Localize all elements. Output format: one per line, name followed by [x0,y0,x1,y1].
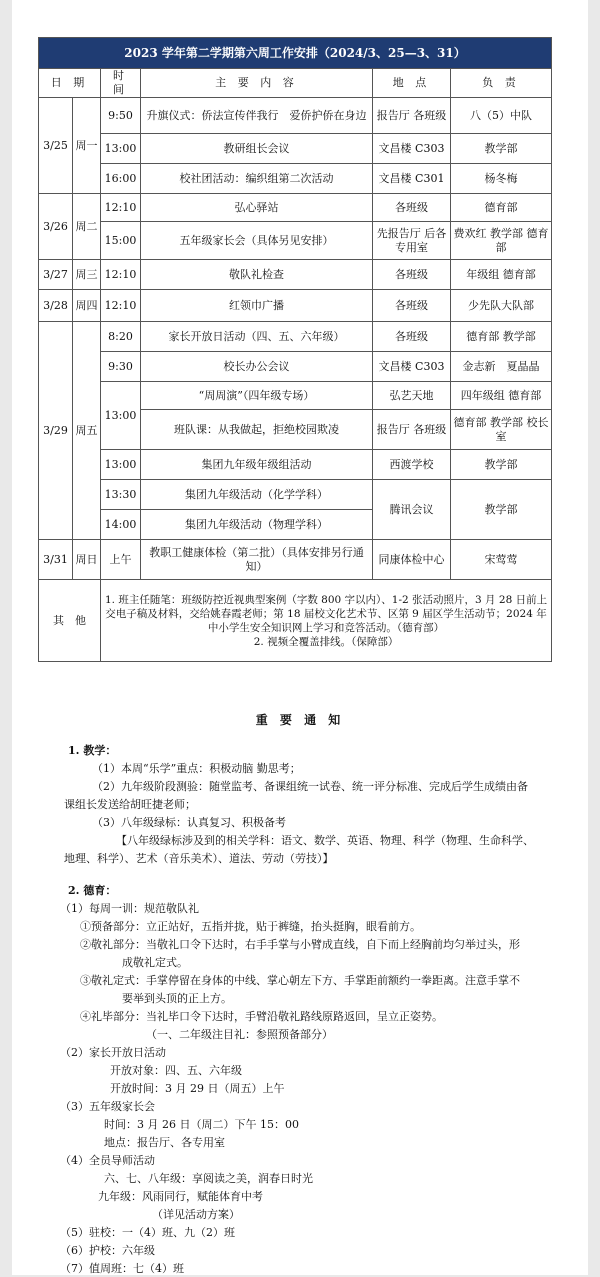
owner-cell: 德育部 教学部 [451,322,552,352]
notice-line: （一、二年级注目礼：参照预备部分） [146,1028,333,1041]
notice-line: （1）本周“乐学”重点：积极动脑 勤思考； [92,762,301,775]
content-cell: 集团九年级年级组活动 [141,450,373,480]
notice-line: （1）每周一训：规范敬队礼 [60,902,199,915]
time-cell: 13:00 [101,382,141,450]
time-cell: 9:30 [101,352,141,382]
notice-line: （6）护校：六年级 [60,1244,155,1257]
other-notes [101,580,552,662]
weekday-cell: 周二 [73,194,101,260]
time-cell: 13:00 [101,450,141,480]
header-place: 地 点 [373,69,451,98]
time-cell: 13:30 [101,480,141,510]
owner-cell: 八（5）中队 [451,98,552,134]
content-cell: 红领巾广播 [141,290,373,322]
notice-line: 1. 教学： [68,744,117,757]
notice-line: 【八年级绿标涉及到的相关学科：语文、数学、英语、物理、科学（物理、生命科学、 [116,834,534,847]
header-time: 时 间 [101,69,141,98]
notice-line: （5）驻校：一（4）班、九（2）班 [60,1226,235,1239]
content-cell: “周周演”（四年级专场） [141,382,373,410]
content-cell: 教职工健康体检（第二批）（具体安排另行通知） [141,540,373,580]
content-cell: 家长开放日活动（四、五、六年级） [141,322,373,352]
notice-line: （3）八年级绿标：认真复习、积极备考 [92,816,286,829]
place-cell: 文昌楼 C303 [373,352,451,382]
time-cell: 14:00 [101,510,141,540]
content-cell: 校社团活动：编织组第二次活动 [141,164,373,194]
content-cell: 集团九年级活动（物理学科） [141,510,373,540]
date-cell: 3/28 [39,290,73,322]
notice-line: 2. 德育： [68,884,117,897]
content-cell: 升旗仪式：侨法宣传伴我行 爱侨护侨在身边 [141,98,373,134]
weekday-cell: 周五 [73,322,101,540]
notice-title: 重 要 通 知 [255,713,345,727]
owner-cell: 费欢红 教学部 德育部 [451,222,552,260]
header-date: 日 期 [39,69,101,98]
notice-line: 九年级：风雨同行，赋能体育中考 [98,1190,263,1203]
notice-line: （4）全员导师活动 [60,1154,155,1167]
content-cell: 校长办公会议 [141,352,373,382]
notice-line: （3）五年级家长会 [60,1100,155,1113]
place-cell: 西渡学校 [373,450,451,480]
header-owner: 负 责 [451,69,552,98]
date-cell: 3/27 [39,260,73,290]
place-cell: 文昌楼 C303 [373,134,451,164]
place-cell: 各班级 [373,290,451,322]
notice-line: 开放时间：3 月 29 日（周五）上午 [110,1082,285,1095]
notice-line: ③敬礼定式：手掌停留在身体的中线、掌心朝左下方、手掌距前额约一拳距离。注意手掌不 [80,974,520,987]
place-cell: 报告厅 各班级 [373,98,451,134]
owner-cell: 宋莺莺 [451,540,552,580]
place-cell: 同康体检中心 [373,540,451,580]
other-note-2: 2. 视频全覆盖排线。（保障部） [253,635,399,648]
owner-cell: 教学部 [451,134,552,164]
notice-line: 地点：报告厅、各专用室 [104,1136,225,1149]
notice-line: 成敬礼定式。 [122,956,188,969]
content-cell: 敬队礼检查 [141,260,373,290]
owner-cell: 杨冬梅 [451,164,552,194]
date-cell: 3/26 [39,194,73,260]
time-cell: 16:00 [101,164,141,194]
time-cell: 9:50 [101,98,141,134]
time-cell: 8:20 [101,322,141,352]
notice-line: 要举到头顶的正上方。 [122,992,232,1005]
place-cell: 弘艺天地 [373,382,451,410]
place-cell: 各班级 [373,260,451,290]
notice-line: （详见活动方案） [152,1208,240,1221]
place-cell: 文昌楼 C301 [373,164,451,194]
weekday-cell: 周三 [73,260,101,290]
content-cell: 五年级家长会（具体另见安排） [141,222,373,260]
time-cell: 12:10 [101,260,141,290]
notice-line: （2）九年级阶段测验：随堂监考、备课组统一试卷、统一评分标准、完成后学生成绩由备 [92,780,528,793]
other-label: 其 他 [39,580,101,662]
time-cell: 13:00 [101,134,141,164]
notice-line: （2）家长开放日活动 [60,1046,166,1059]
place-cell: 腾讯会议 [373,480,451,540]
owner-cell: 德育部 教学部 校长室 [451,410,552,450]
notice-line: （7）值周班：七（4）班 [60,1262,184,1275]
content-cell: 教研组长会议 [141,134,373,164]
notice-line: ①预备部分：立正站好，五指并拢，贴于裤缝，抬头挺胸，眼看前方。 [80,920,421,933]
date-cell: 3/31 [39,540,73,580]
place-cell: 各班级 [373,322,451,352]
other-note-1: 1. 班主任随笔：班级防控近视典型案例（字数 800 字以内）、1-2 张活动照片，3 月 28 日前上交电子稿及材料，交给姚春霞老师；第 18 届校文化艺术节、区第 9 届区学生活动节；2024 年中小学生安全知识网上学习和竞答活动。（德育部） [104,593,548,634]
date-cell: 3/25 [39,98,73,194]
header-content: 主 要 内 容 [141,69,373,98]
weekly-schedule-table [38,37,552,662]
weekday-cell: 周一 [73,98,101,194]
time-cell: 上午 [101,540,141,580]
notice-line: 地理、科学）、艺术（音乐美术）、道法、劳动（劳技）】 [64,852,334,865]
time-cell: 12:10 [101,290,141,322]
schedule-title: 2023 学年第二学期第六周工作安排（2024/3、25—3、31） [39,38,552,69]
time-cell: 15:00 [101,222,141,260]
date-cell: 3/29 [39,322,73,540]
notice-line: ④礼毕部分：当礼毕口令下达时，手臂沿敬礼路线原路返回，呈立正姿势。 [80,1010,443,1023]
notice-line: 六、七、八年级：享阅读之美，润春日时光 [104,1172,313,1185]
notice-line: 课组长发送给胡旺捷老师； [64,798,196,811]
notice-line: ②敬礼部分：当敬礼口令下达时，右手手掌与小臂成直线，自下而上经胸前均匀举过头，形 [80,938,520,951]
owner-cell: 德育部 [451,194,552,222]
owner-cell: 教学部 [451,450,552,480]
owner-cell: 年级组 德育部 [451,260,552,290]
owner-cell: 教学部 [451,480,552,540]
content-cell: 弘心驿站 [141,194,373,222]
content-cell: 集团九年级活动（化学学科） [141,480,373,510]
content-cell: 班队课：从我做起，拒绝校园欺凌 [141,410,373,450]
place-cell: 先报告厅 后各专用室 [373,222,451,260]
owner-cell: 少先队大队部 [451,290,552,322]
time-cell: 12:10 [101,194,141,222]
owner-cell: 金志新 夏晶晶 [451,352,552,382]
owner-cell: 四年级组 德育部 [451,382,552,410]
weekday-cell: 周日 [73,540,101,580]
notice-line: 开放对象：四、五、六年级 [110,1064,242,1077]
place-cell: 报告厅 各班级 [373,410,451,450]
weekday-cell: 周四 [73,290,101,322]
notice-line: 时间：3 月 26 日（周二）下午 15：00 [104,1118,299,1131]
place-cell: 各班级 [373,194,451,222]
